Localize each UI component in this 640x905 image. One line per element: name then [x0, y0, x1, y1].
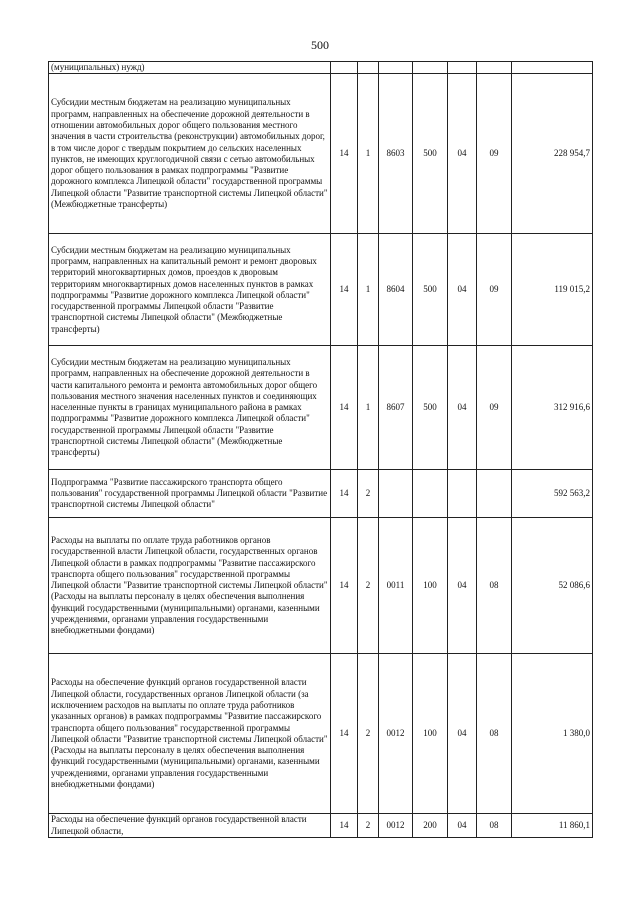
table-row	[49, 62, 593, 74]
code-cell: 04	[448, 74, 477, 234]
amount-cell: 11 860,1	[512, 814, 593, 838]
code-cell: 1	[358, 74, 379, 234]
amount-cell: 52 086,6	[512, 518, 593, 654]
code-cell: 14	[331, 654, 358, 814]
code-cell: 0011	[379, 518, 413, 654]
code-cell	[413, 62, 448, 74]
code-cell: 8607	[379, 346, 413, 470]
table-row	[49, 346, 593, 470]
amount-cell: 592 563,2	[512, 470, 593, 518]
row-description: Расходы на обеспечение функций органов государственной власти Липецкой области, государственных органов Липецкой области (за исключением расходов на выплаты по оплате труда работников указанных органов) в рамках подпрограммы "Развитие пассажирского транспорта общего пользования" государственной программы Липецкой области "Развитие транспортной системы Липецкой области" (Расходы на выплаты персоналу в целях обеспечения выполнения функций государственными (муниципальными) органами, казенными учреждениями, органами управления государственными внебюджетными фондами)	[49, 654, 331, 814]
code-cell: 09	[477, 74, 512, 234]
table-row	[49, 518, 593, 654]
code-cell: 500	[413, 234, 448, 346]
amount-cell: 1 380,0	[512, 654, 593, 814]
amount-cell: 312 916,6	[512, 346, 593, 470]
row-description: Субсидии местным бюджетам на реализацию муниципальных программ, направленных на обеспечение дорожной деятельности в отношении автомобильных дорог общего пользования местного значения в части строительства (реконструкции) автомобильных дорог, в том числе дорог с твердым покрытием до сельских населенных пунктов, не имеющих круглогодичной связи с сетью автомобильных дорог общего пользования в рамках подпрограммы "Развитие дорожного комплекса Липецкой области" государственной программы Липецкой области "Развитие транспортной системы Липецкой области" (Межбюджетные трансферты)	[49, 74, 331, 234]
table-row	[49, 234, 593, 346]
code-cell	[358, 62, 379, 74]
code-cell: 1	[358, 234, 379, 346]
code-cell: 14	[331, 814, 358, 838]
code-cell	[379, 470, 413, 518]
code-cell: 04	[448, 654, 477, 814]
code-cell: 08	[477, 654, 512, 814]
code-cell: 500	[413, 74, 448, 234]
code-cell	[413, 470, 448, 518]
row-description: Подпрограмма "Развитие пассажирского транспорта общего пользования" государственной программы Липецкой области "Развитие транспортной системы Липецкой области"	[49, 470, 331, 518]
code-cell: 08	[477, 814, 512, 838]
code-cell: 2	[358, 814, 379, 838]
table-row	[49, 814, 593, 838]
code-cell: 14	[331, 518, 358, 654]
code-cell: 14	[331, 470, 358, 518]
code-cell	[448, 62, 477, 74]
amount-cell: 228 954,7	[512, 74, 593, 234]
row-description: Субсидии местным бюджетам на реализацию муниципальных программ, направленных на обеспечение дорожной деятельности в части капитального ремонта и ремонта автомобильных дорог общего пользования местного значения населенных пунктов и соединяющих населенные пункты в границах муниципального района в рамках подпрограммы "Развитие дорожного комплекса Липецкой области" государственной программы Липецкой области "Развитие транспортной системы Липецкой области" (Межбюджетные трансферты)	[49, 346, 331, 470]
code-cell	[331, 62, 358, 74]
code-cell	[477, 62, 512, 74]
page-number: 500	[311, 38, 329, 52]
row-description: Расходы на обеспечение функций органов государственной власти Липецкой области,	[49, 814, 331, 838]
code-cell	[477, 470, 512, 518]
code-cell: 0012	[379, 654, 413, 814]
code-cell: 2	[358, 654, 379, 814]
code-cell: 08	[477, 518, 512, 654]
table-row	[49, 470, 593, 518]
code-cell: 04	[448, 518, 477, 654]
row-description: (муниципальных) нужд)	[49, 62, 331, 74]
amount-cell	[512, 62, 593, 74]
table-row	[49, 654, 593, 814]
row-description: Субсидии местным бюджетам на реализацию муниципальных программ, направленных на капитальный ремонт и ремонт дворовых территорий многоквартирных домов, проездов к дворовым территориям многоквартирных домов населенных пунктов в рамках подпрограммы "Развитие дорожного комплекса Липецкой области" государственной программы Липецкой области "Развитие транспортной системы Липецкой области" (Межбюджетные трансферты)	[49, 234, 331, 346]
code-cell: 14	[331, 234, 358, 346]
code-cell: 500	[413, 346, 448, 470]
code-cell: 09	[477, 346, 512, 470]
code-cell: 100	[413, 518, 448, 654]
code-cell: 1	[358, 346, 379, 470]
code-cell: 14	[331, 74, 358, 234]
code-cell	[448, 470, 477, 518]
code-cell: 100	[413, 654, 448, 814]
row-description: Расходы на выплаты по оплате труда работников органов государственной власти Липецкой области, государственных органов Липецкой области в рамках подпрограммы "Развитие пассажирского транспорта общего пользования" государственной программы Липецкой области "Развитие транспортной системы Липецкой области" (Расходы на выплаты персоналу в целях обеспечения выполнения функций государственными (муниципальными) органами, казенными учреждениями, органами управления государственными внебюджетными фондами)	[49, 518, 331, 654]
budget-table	[48, 61, 593, 838]
code-cell: 04	[448, 814, 477, 838]
amount-cell: 119 015,2	[512, 234, 593, 346]
code-cell: 14	[331, 346, 358, 470]
code-cell: 04	[448, 234, 477, 346]
code-cell: 200	[413, 814, 448, 838]
code-cell	[379, 62, 413, 74]
code-cell: 04	[448, 346, 477, 470]
code-cell: 8603	[379, 74, 413, 234]
code-cell: 09	[477, 234, 512, 346]
code-cell: 0012	[379, 814, 413, 838]
code-cell: 2	[358, 518, 379, 654]
code-cell: 8604	[379, 234, 413, 346]
code-cell: 2	[358, 470, 379, 518]
table-row	[49, 74, 593, 234]
